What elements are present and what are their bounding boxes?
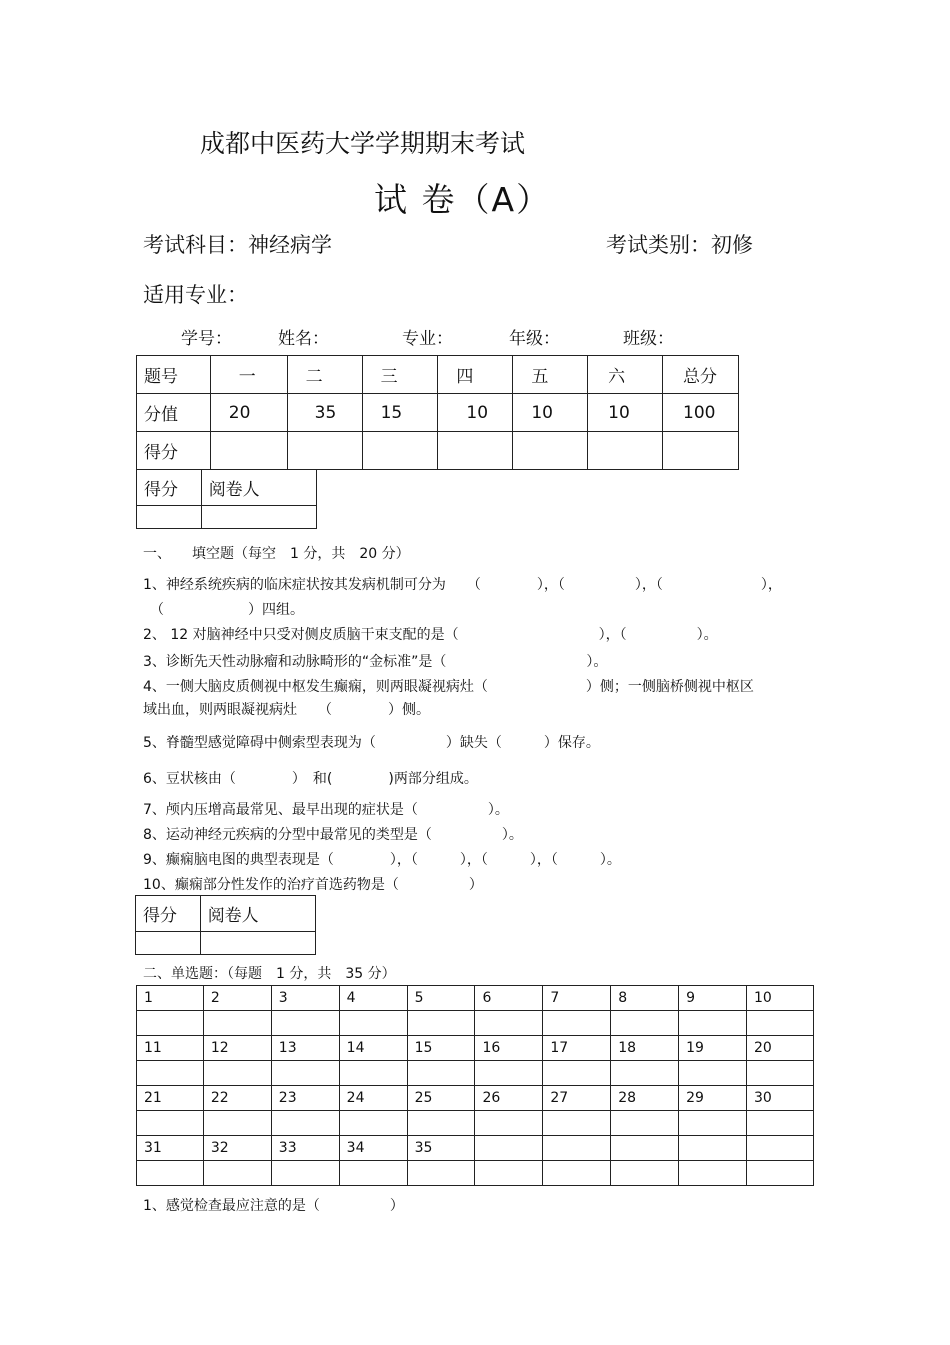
answer-grid-number-row (137, 1036, 814, 1061)
score-input-cell[interactable] (137, 506, 202, 529)
table-cell: 10 (513, 394, 588, 432)
student-class-label: 班级： (623, 329, 674, 349)
table-cell: 四 (438, 356, 513, 394)
question-number-cell: 7 (543, 986, 611, 1011)
answer-input-cell[interactable] (407, 1111, 475, 1136)
question-number-cell: 1 (137, 986, 204, 1011)
question-number-cell: 16 (475, 1036, 543, 1061)
question-line: 1、感觉检查最应注意的是（ ） (143, 1198, 404, 1214)
question-number-cell (611, 1136, 679, 1161)
question-line: 8、运动神经元疾病的分型中最常见的类型是（ ）。 (143, 827, 523, 843)
answer-input-cell[interactable] (475, 1161, 543, 1186)
question-number-cell: 15 (407, 1036, 475, 1061)
answer-input-cell[interactable] (339, 1111, 407, 1136)
question-number-cell: 32 (203, 1136, 271, 1161)
table-cell: 一 (210, 356, 287, 394)
score-input-cell[interactable] (588, 432, 663, 470)
score-table-earned-row (137, 432, 739, 470)
answer-input-cell[interactable] (203, 1161, 271, 1186)
answer-input-cell[interactable] (203, 1011, 271, 1036)
answer-input-cell[interactable] (407, 1011, 475, 1036)
answer-input-cell[interactable] (475, 1011, 543, 1036)
answer-grid (136, 985, 814, 1186)
answer-input-cell[interactable] (611, 1061, 679, 1086)
exam-subject: 考试科目：神经病学 (143, 233, 332, 257)
answer-input-cell[interactable] (747, 1111, 814, 1136)
question-number-cell: 14 (339, 1036, 407, 1061)
score-table (136, 355, 739, 470)
score-table-points-row (137, 394, 739, 432)
question-number-cell: 25 (407, 1086, 475, 1111)
answer-input-cell[interactable] (543, 1011, 611, 1036)
question-number-cell: 35 (407, 1136, 475, 1161)
table-cell: 二 (287, 356, 362, 394)
question-line: 9、癫痫脑电图的典型表现是（ ），（ ），（ ），（ ）。 (143, 852, 621, 868)
score-table-header-row (137, 356, 739, 394)
answer-input-cell[interactable] (747, 1011, 814, 1036)
answer-input-cell[interactable] (137, 1111, 204, 1136)
answer-grid-number-row (137, 986, 814, 1011)
question-number-cell (475, 1136, 543, 1161)
question-number-cell: 20 (747, 1036, 814, 1061)
question-number-cell: 18 (611, 1036, 679, 1061)
answer-grid-answer-row (137, 1061, 814, 1086)
answer-input-cell[interactable] (611, 1011, 679, 1036)
answer-input-cell[interactable] (137, 1161, 204, 1186)
question-line: 5、脊髓型感觉障碍中侧索型表现为（ ）缺失（ ）保存。 (143, 735, 600, 751)
question-number-cell: 28 (611, 1086, 679, 1111)
question-number-cell: 33 (271, 1136, 339, 1161)
question-number-cell (679, 1136, 747, 1161)
question-number-cell (543, 1136, 611, 1161)
question-number-cell: 2 (203, 986, 271, 1011)
student-major-label: 专业： (402, 329, 453, 349)
table-cell: 五 (513, 356, 588, 394)
grader-box-1 (136, 469, 317, 529)
question-number-cell: 30 (747, 1086, 814, 1111)
answer-grid-answer-row (137, 1011, 814, 1036)
question-number-cell: 12 (203, 1036, 271, 1061)
question-number-cell: 34 (339, 1136, 407, 1161)
answer-input-cell[interactable] (747, 1061, 814, 1086)
grader-box-2 (135, 895, 316, 955)
answer-input-cell[interactable] (339, 1161, 407, 1186)
applicable-major: 适用专业： (143, 283, 248, 307)
question-line: 10、癫痫部分性发作的治疗首选药物是（ ） (143, 877, 483, 893)
score-input-cell[interactable] (663, 432, 739, 470)
answer-input-cell[interactable] (339, 1011, 407, 1036)
score-input-cell[interactable] (210, 432, 287, 470)
student-name-label: 姓名： (278, 329, 329, 349)
score-label: 得分 (137, 470, 202, 506)
student-grade-label: 年级： (509, 329, 560, 349)
answer-input-cell[interactable] (679, 1011, 747, 1036)
grader-input-cell[interactable] (200, 932, 315, 955)
question-number-cell (747, 1136, 814, 1161)
answer-input-cell[interactable] (543, 1111, 611, 1136)
table-cell: 10 (438, 394, 513, 432)
answer-grid-number-row (137, 1136, 814, 1161)
score-input-cell[interactable] (362, 432, 438, 470)
question-number-cell: 11 (137, 1036, 204, 1061)
question-line: 7、颅内压增高最常见、最早出现的症状是（ ）。 (143, 802, 509, 818)
answer-input-cell[interactable] (271, 1011, 339, 1036)
table-cell: 得分 (137, 432, 211, 470)
question-number-cell: 10 (747, 986, 814, 1011)
question-line: 2、 12 对脑神经中只受对侧皮质脑干束支配的是（ ），（ ）。 (143, 627, 718, 643)
score-label: 得分 (136, 896, 201, 932)
question-number-cell: 29 (679, 1086, 747, 1111)
answer-input-cell[interactable] (611, 1161, 679, 1186)
answer-input-cell[interactable] (543, 1161, 611, 1186)
question-line: （ ）四组。 (150, 602, 304, 618)
answer-input-cell[interactable] (137, 1061, 204, 1086)
answer-input-cell[interactable] (407, 1161, 475, 1186)
table-cell: 题号 (137, 356, 211, 394)
question-number-cell: 13 (271, 1036, 339, 1061)
answer-input-cell[interactable] (475, 1061, 543, 1086)
table-cell: 10 (588, 394, 663, 432)
grader-label: 阅卷人 (200, 896, 315, 932)
question-line: 1、神经系统疾病的临床症状按其发病机制可分为 （ ），（ ），（ ）， (143, 577, 782, 593)
question-number-cell: 24 (339, 1086, 407, 1111)
answer-input-cell[interactable] (679, 1161, 747, 1186)
table-cell: 35 (287, 394, 362, 432)
answer-grid-answer-row (137, 1161, 814, 1186)
question-number-cell: 4 (339, 986, 407, 1011)
score-input-cell[interactable] (438, 432, 513, 470)
question-number-cell: 5 (407, 986, 475, 1011)
answer-input-cell[interactable] (271, 1061, 339, 1086)
table-cell: 100 (663, 394, 739, 432)
answer-input-cell[interactable] (137, 1011, 204, 1036)
grader-input-cell[interactable] (201, 506, 316, 529)
question-line: 3、诊断先天性动脉瘤和动脉畸形的“金标准”是（ ）。 (143, 654, 608, 670)
question-number-cell: 23 (271, 1086, 339, 1111)
score-input-cell[interactable] (513, 432, 588, 470)
answer-input-cell[interactable] (611, 1111, 679, 1136)
score-input-cell[interactable] (136, 932, 201, 955)
question-number-cell: 17 (543, 1036, 611, 1061)
table-cell: 总分 (663, 356, 739, 394)
table-cell: 分值 (137, 394, 211, 432)
question-number-cell: 6 (475, 986, 543, 1011)
question-line: 6、豆状核由（ ） 和( )两部分组成。 (143, 771, 478, 787)
student-id-label: 学号： (181, 329, 232, 349)
answer-input-cell[interactable] (407, 1061, 475, 1086)
question-number-cell: 31 (137, 1136, 204, 1161)
table-cell: 三 (362, 356, 438, 394)
section2-heading: 二、单选题：（每题 1 分，共 35 分） (143, 966, 396, 982)
answer-input-cell[interactable] (203, 1061, 271, 1086)
table-cell: 15 (362, 394, 438, 432)
answer-grid-answer-row (137, 1111, 814, 1136)
answer-input-cell[interactable] (679, 1061, 747, 1086)
answer-input-cell[interactable] (339, 1061, 407, 1086)
question-line: 域出血，则两眼凝视病灶 （ ）侧。 (143, 702, 430, 718)
answer-input-cell[interactable] (203, 1111, 271, 1136)
question-number-cell: 26 (475, 1086, 543, 1111)
answer-input-cell[interactable] (679, 1111, 747, 1136)
answer-input-cell[interactable] (475, 1111, 543, 1136)
question-line: 4、一侧大脑皮质侧视中枢发生癫痫，则两眼凝视病灶（ ）侧；一侧脑桥侧视中枢区 (143, 679, 754, 695)
section1-heading: 一、 填空题（每空 1 分，共 20 分） (143, 546, 410, 562)
answer-input-cell[interactable] (747, 1161, 814, 1186)
table-cell: 20 (210, 394, 287, 432)
answer-input-cell[interactable] (543, 1061, 611, 1086)
score-input-cell[interactable] (287, 432, 362, 470)
table-cell: 六 (588, 356, 663, 394)
question-number-cell: 9 (679, 986, 747, 1011)
question-number-cell: 19 (679, 1036, 747, 1061)
exam-category: 考试类别：初修 (606, 233, 753, 257)
paper-title: 试 卷（A） (374, 180, 552, 219)
answer-grid-number-row (137, 1086, 814, 1111)
university-title: 成都中医药大学学期期末考试 (200, 129, 526, 158)
answer-input-cell[interactable] (271, 1111, 339, 1136)
question-number-cell: 27 (543, 1086, 611, 1111)
answer-input-cell[interactable] (271, 1161, 339, 1186)
question-number-cell: 21 (137, 1086, 204, 1111)
question-number-cell: 3 (271, 986, 339, 1011)
question-number-cell: 22 (203, 1086, 271, 1111)
question-number-cell: 8 (611, 986, 679, 1011)
grader-label: 阅卷人 (201, 470, 316, 506)
